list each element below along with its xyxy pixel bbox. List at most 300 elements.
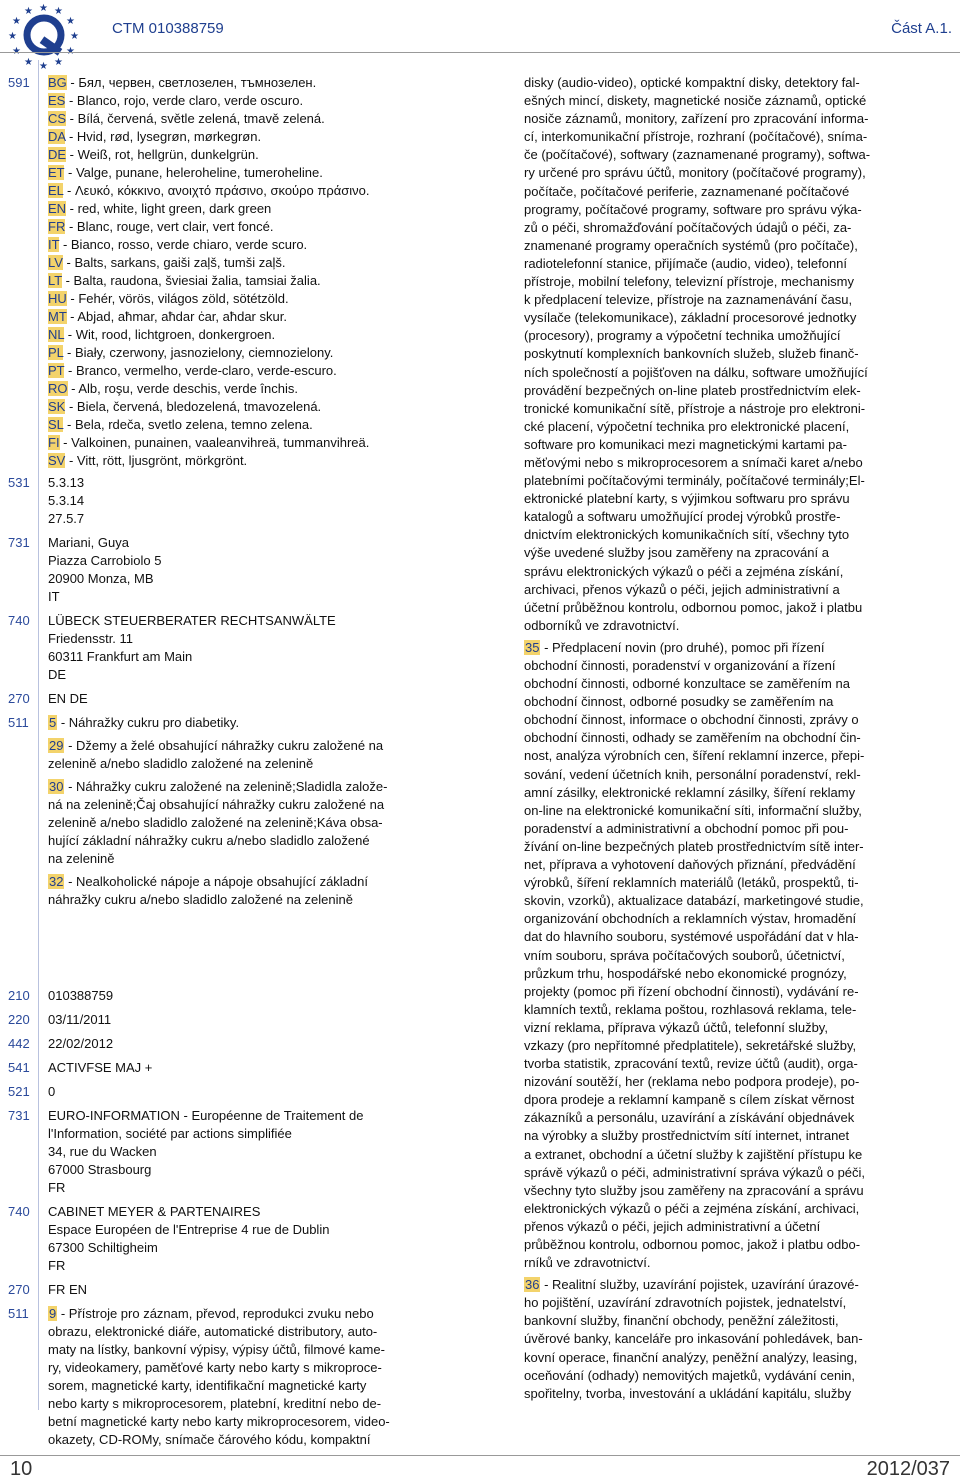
goods-text: ektronické platební karty, s výjimkou softwaru pro správu bbox=[524, 491, 850, 507]
color-entry bbox=[48, 128, 438, 146]
colors-list bbox=[48, 74, 438, 470]
color-description: - Balta, raudona, šviesiai žalia, tamsiai žalia. bbox=[61, 273, 321, 288]
goods-text: maty na lístky, bankovní výpisy, výpisy účtů, filmové kame- bbox=[48, 1342, 385, 1357]
goods-text: radiotelefonní stanice, přijímače (audio, video), telefonní bbox=[524, 255, 848, 271]
color-entry bbox=[48, 182, 438, 200]
goods-text: průběžnou kontrolu, odbornou pomoc, jakož i platbu odbo- bbox=[524, 1237, 861, 1252]
language-code: MT bbox=[48, 309, 67, 324]
goods-line bbox=[524, 1200, 908, 1218]
applicant-line: l'Information, société par actions simplifiée bbox=[48, 1126, 292, 1141]
field-220-date bbox=[0, 1011, 438, 1029]
field-541-mark bbox=[0, 1059, 438, 1077]
field-731-applicant-2 bbox=[0, 1107, 438, 1197]
goods-text: obchodní činnosti, poradenství v organizování a řízení bbox=[524, 658, 836, 673]
goods-line bbox=[48, 873, 438, 891]
goods-text: ná na zelenině;Čaj obsahující náhražky cukru založené na bbox=[48, 797, 385, 812]
svg-text:★: ★ bbox=[24, 6, 33, 17]
goods-text: oceňování (odhady) nemovitých majetků, vydávání cenin, bbox=[524, 1367, 855, 1383]
goods-text: zákazníků a personálu, uzavírání a získávání objednávek bbox=[524, 1110, 855, 1126]
color-description: - Bílá, červená, světle zelená, tmavě zelená. bbox=[66, 111, 325, 126]
svg-text:★: ★ bbox=[39, 61, 48, 70]
goods-line bbox=[524, 1349, 908, 1367]
goods-text: průzkum trhu, hospodářské nebo ekonomické prognózy, bbox=[524, 965, 847, 981]
field-code: 591 bbox=[8, 75, 30, 90]
applicant-line: 20900 Monza, MB bbox=[48, 571, 154, 586]
goods-line bbox=[524, 508, 908, 526]
goods-text: nebo karty s mikroprocesorem, platební, kreditní nebo de- bbox=[48, 1396, 382, 1411]
applicant-line: 67000 Strasbourg bbox=[48, 1162, 152, 1177]
color-description: - red, white, light green, dark green bbox=[66, 201, 272, 216]
color-description: - Biela, červená, bledozelená, tmavozelená. bbox=[65, 399, 322, 414]
left-column bbox=[0, 74, 438, 1449]
goods-text: obchodní činnost, odborné posudky se zaměřením na bbox=[524, 694, 834, 710]
goods-line bbox=[48, 1395, 438, 1413]
field-code: 442 bbox=[8, 1036, 30, 1051]
language-code: FI bbox=[48, 435, 60, 450]
goods-line bbox=[524, 1276, 908, 1294]
goods-line bbox=[524, 1236, 908, 1254]
color-entry bbox=[48, 254, 438, 272]
language-code: LT bbox=[48, 273, 62, 288]
goods-line bbox=[524, 1127, 908, 1145]
goods-text: spořitelny, tvorba, investování a ukládání kapitálu, služby bbox=[524, 1385, 852, 1401]
color-entry bbox=[48, 146, 438, 164]
representative-line: Friedensstr. 11 bbox=[48, 631, 134, 646]
color-description: - Bela, rdeča, svetlo zelena, temno zelena. bbox=[63, 417, 313, 432]
goods-line bbox=[524, 802, 908, 820]
goods-line bbox=[524, 874, 908, 892]
color-description: - Weiß, rot, hellgrün, dunkelgrün. bbox=[66, 147, 259, 162]
goods-line bbox=[524, 983, 908, 1001]
representative-line: 60311 Frankfurt am Main bbox=[48, 649, 193, 664]
color-entry bbox=[48, 344, 438, 362]
language-code: LV bbox=[48, 255, 63, 270]
color-entry bbox=[48, 92, 438, 110]
goods-line bbox=[524, 526, 908, 544]
applicant-line: Mariani, Guya bbox=[48, 535, 129, 550]
goods-text: počítače, počítačové periferie, zaznamenané počítačové bbox=[524, 183, 850, 199]
svg-text:★: ★ bbox=[12, 16, 21, 27]
field-442-date bbox=[0, 1035, 438, 1053]
goods-line bbox=[524, 910, 908, 928]
language-code: RO bbox=[48, 381, 68, 396]
class-number: 29 bbox=[49, 738, 64, 753]
language-code: DA bbox=[48, 129, 66, 144]
field-code: 731 bbox=[8, 535, 30, 550]
goods-line bbox=[48, 778, 438, 796]
goods-text: - Předplacení novin (pro druhé), pomoc při řízení bbox=[540, 639, 825, 655]
field-code: 541 bbox=[8, 1060, 30, 1075]
mark-text: ACTIVFSE MAJ + bbox=[48, 1060, 153, 1075]
class-number: 5 bbox=[49, 715, 57, 730]
goods-line bbox=[524, 581, 908, 599]
language-code: HU bbox=[48, 291, 67, 306]
goods-line bbox=[524, 110, 908, 128]
goods-line bbox=[524, 657, 908, 675]
color-entry bbox=[48, 380, 438, 398]
goods-text: zelenině a/nebo sladidlo založené na zelenině bbox=[48, 756, 314, 771]
goods-text: platebními počítačovými terminály, počítačové terminály;El- bbox=[524, 473, 865, 489]
field-521-distinctiveness bbox=[0, 1083, 438, 1101]
page-number: 10 bbox=[10, 1458, 33, 1480]
goods-line bbox=[48, 755, 438, 773]
goods-line bbox=[524, 1146, 908, 1164]
goods-text: - Náhražky cukru založené na zelenině;Sladidla založe- bbox=[64, 779, 388, 794]
goods-line bbox=[48, 1341, 438, 1359]
color-entry bbox=[48, 236, 438, 254]
language-code: FR bbox=[48, 219, 66, 234]
goods-line bbox=[524, 1019, 908, 1037]
goods-line bbox=[524, 1037, 908, 1055]
goods-text: úvěrové banky, kanceláře pro inkasování pohledávek, ban- bbox=[524, 1331, 863, 1347]
color-description: - Valge, punane, heleroheline, tumeroheline. bbox=[64, 165, 323, 180]
goods-line bbox=[524, 1091, 908, 1109]
goods-line bbox=[524, 838, 908, 856]
goods-line bbox=[48, 737, 438, 755]
goods-text: amní zásilky, elektronické reklamní zásilky, šíření reklamy bbox=[524, 784, 856, 800]
class-number: 36 bbox=[525, 1277, 540, 1293]
color-description: - Бял, червен, светлозелен, тъмнозелен. bbox=[66, 75, 317, 90]
publication-date: 22/02/2012 bbox=[48, 1036, 114, 1051]
goods-text: výrobků, šíření reklamních materiálů (letáků, prospektů, ti- bbox=[524, 875, 859, 891]
color-entry bbox=[48, 218, 438, 236]
color-entry bbox=[48, 110, 438, 128]
color-description: - Abjad, aħmar, aħdar ċar, aħdar skur. bbox=[66, 309, 287, 324]
goods-line bbox=[524, 418, 908, 436]
goods-line bbox=[524, 237, 908, 255]
right-column bbox=[524, 74, 908, 1407]
field-code: 740 bbox=[8, 1204, 30, 1219]
class-35-text bbox=[524, 639, 908, 1272]
goods-text: on-line na elektronické komunikační síti, informační služby, bbox=[524, 802, 862, 818]
goods-line bbox=[524, 128, 908, 146]
color-description: - Bianco, rosso, verde chiaro, verde scuro. bbox=[59, 237, 308, 252]
goods-text: dnictvím elektronických komunikačních sítí, všechny tyto bbox=[524, 527, 850, 543]
goods-text: software pro komunikaci mezi magnetickými kartami pa- bbox=[524, 436, 847, 452]
goods-line bbox=[524, 454, 908, 472]
field-code: 210 bbox=[8, 988, 30, 1003]
vienna-code: 5.3.14 bbox=[48, 493, 85, 508]
goods-line bbox=[524, 563, 908, 581]
goods-text: projekty (pomoc při řízení obchodní činnosti), vydávání re- bbox=[524, 983, 859, 999]
color-description: - Biały, czerwony, jasnozielony, ciemnozielony. bbox=[63, 345, 334, 360]
color-description: - Fehér, vörös, világos zöld, sötétzöld. bbox=[66, 291, 289, 306]
goods-line bbox=[524, 675, 908, 693]
filing-date: 03/11/2011 bbox=[48, 1012, 112, 1027]
language-code: EN bbox=[48, 201, 67, 216]
goods-text: výše uvedené služby jsou zaměřeny na zpracování a bbox=[524, 545, 829, 561]
goods-text: rníků ve zdravotnictví. bbox=[524, 1255, 651, 1271]
goods-text: na výrobky a služby prostřednictvím sítí internet, intranet bbox=[524, 1128, 850, 1144]
goods-text: měťovými nebo s mikroprocesorem a snímači karet a/nebo bbox=[524, 454, 863, 470]
goods-line bbox=[524, 639, 908, 657]
color-description: - Valkoinen, punainen, vaaleanvihreä, tummanvihreä. bbox=[59, 435, 370, 450]
class-9-text bbox=[48, 1305, 438, 1449]
goods-line bbox=[524, 766, 908, 784]
svg-text:★: ★ bbox=[70, 31, 79, 42]
goods-text: če (počítačové), softwary (zaznamenané programy), softwa- bbox=[524, 147, 871, 163]
field-511-goods bbox=[0, 714, 438, 914]
goods-text: programy, počítačové programy, software pro správu výka- bbox=[524, 201, 862, 217]
goods-line bbox=[524, 1109, 908, 1127]
goods-line bbox=[48, 1323, 438, 1341]
goods-line bbox=[524, 1294, 908, 1312]
representative-line: LÜBECK STEUERBERATER RECHTSANWÄLTE bbox=[48, 613, 336, 628]
goods-text: ry, videokamery, paměťové karty nebo karty s mikroproce- bbox=[48, 1360, 382, 1375]
goods-line bbox=[524, 965, 908, 983]
color-description: - Wit, rood, lichtgroen, donkergroen. bbox=[64, 327, 276, 342]
field-740-representative-2 bbox=[0, 1203, 438, 1275]
section-part: Část A.1. bbox=[891, 20, 952, 37]
goods-text: vzkazy (pro nepřítomné předplatitele), sekretářské služby, bbox=[524, 1037, 857, 1053]
language-code: BG bbox=[48, 75, 67, 90]
goods-text: poradenství a administrativní a obchodní pomoc při pou- bbox=[524, 820, 849, 836]
field-code: 220 bbox=[8, 1012, 30, 1027]
language-code: PT bbox=[48, 363, 65, 378]
goods-line bbox=[524, 1218, 908, 1236]
goods-line bbox=[524, 490, 908, 508]
goods-text: odborníků ve zdravotnictví. bbox=[524, 617, 680, 633]
goods-text: elektronických výkazů o péči a zejména získání, archivaci, bbox=[524, 1200, 860, 1216]
goods-text: - Džemy a želé obsahující náhražky cukru založené na bbox=[64, 738, 384, 753]
goods-line bbox=[524, 1254, 908, 1272]
goods-text: provádění bezpečných on-line plateb prostřednictvím elek- bbox=[524, 382, 861, 398]
applicant-line: Piazza Carrobiolo 5 bbox=[48, 553, 162, 568]
goods-list bbox=[48, 714, 438, 914]
color-entry bbox=[48, 452, 438, 470]
class-36-text bbox=[524, 1276, 908, 1403]
goods-class-entry bbox=[48, 778, 438, 868]
language-code: DE bbox=[48, 147, 67, 162]
goods-text: náhražky cukru a/nebo sladidlo založené na zelenině bbox=[48, 892, 353, 907]
language-code: ES bbox=[48, 93, 66, 108]
representative-line: CABINET MEYER & PARTENAIRES bbox=[48, 1204, 261, 1219]
goods-text: betní magnetické karty nebo karty mikroprocesorem, video- bbox=[48, 1414, 390, 1429]
goods-text: ry určené pro správu účtů, monitory (počítačové programy), bbox=[524, 165, 866, 181]
field-code: 740 bbox=[8, 613, 30, 628]
goods-line bbox=[524, 1312, 908, 1330]
goods-line bbox=[524, 711, 908, 729]
goods-text: cí, interkomunikační přístroje, rozhraní (počítačové), sníma- bbox=[524, 129, 868, 145]
class-number: 30 bbox=[49, 779, 64, 794]
goods-text: disky (audio-video), optické kompaktní disky, detektory fal- bbox=[524, 75, 860, 90]
goods-line bbox=[524, 747, 908, 765]
goods-text: sování, vedení účetních knih, personální poradenství, rekl- bbox=[524, 766, 861, 782]
class-number: 32 bbox=[49, 874, 64, 889]
ohim-logo bbox=[6, 2, 82, 70]
languages: FR EN bbox=[48, 1282, 87, 1297]
document-reference: CTM 010388759 bbox=[112, 20, 224, 37]
svg-text:★: ★ bbox=[24, 57, 33, 68]
goods-text: poskytnutí komplexních bankovních služeb, služeb finanč- bbox=[524, 346, 859, 362]
goods-line bbox=[524, 856, 908, 874]
language-code: SK bbox=[48, 399, 66, 414]
goods-text: na zelenině bbox=[48, 851, 115, 866]
goods-line bbox=[524, 74, 908, 92]
goods-line bbox=[48, 891, 438, 909]
goods-text: správě výkazů o péči, administrativní správa výkazů o péči, bbox=[524, 1164, 866, 1180]
application-number: 010388759 bbox=[48, 988, 114, 1003]
color-description: - Vitt, rött, ljusgrönt, mörkgrönt. bbox=[65, 453, 248, 468]
goods-text: sorem, magnetické karty, identifikační magnetické karty bbox=[48, 1378, 367, 1393]
goods-line bbox=[524, 928, 908, 946]
goods-line bbox=[524, 1001, 908, 1019]
goods-text: nizování soutěží, her (reklama nebo podpora prodeje), po- bbox=[524, 1074, 860, 1090]
goods-line bbox=[524, 146, 908, 164]
field-740-representative bbox=[0, 612, 438, 684]
goods-text: - Realitní služby, uzavírání pojistek, uzavírání úrazové- bbox=[540, 1277, 859, 1293]
goods-line bbox=[48, 1431, 438, 1449]
color-description: - Λευκό, κόκκινο, ανοιχτό πράσινο, σκούρο πράσινο. bbox=[63, 183, 370, 198]
color-entry bbox=[48, 290, 438, 308]
color-entry bbox=[48, 398, 438, 416]
goods-line bbox=[524, 1367, 908, 1385]
goods-line bbox=[48, 814, 438, 832]
goods-class-entry bbox=[48, 714, 438, 732]
goods-line bbox=[524, 291, 908, 309]
goods-line bbox=[524, 382, 908, 400]
color-entry bbox=[48, 416, 438, 434]
goods-text: přístroje, mobilní telefony, televizní přístroje, mechanismy bbox=[524, 274, 854, 290]
field-code: 731 bbox=[8, 1108, 30, 1123]
color-description: - Alb, roşu, verde deschis, verde închis. bbox=[67, 381, 298, 396]
goods-text: - Náhražky cukru pro diabetiky. bbox=[57, 715, 240, 730]
class-number: 9 bbox=[49, 1306, 57, 1321]
svg-text:★: ★ bbox=[54, 6, 63, 17]
color-entry bbox=[48, 308, 438, 326]
goods-text: nost, analýza výrobních cen, šíření reklamní inzerce, přepi- bbox=[524, 748, 865, 764]
goods-text: tronické komunikační sítě, přístroje a nástroje pro elektroni- bbox=[524, 400, 866, 416]
goods-line bbox=[524, 472, 908, 490]
field-code: 531 bbox=[8, 475, 30, 490]
class-9-continued bbox=[524, 74, 908, 635]
field-code: 521 bbox=[8, 1084, 30, 1099]
vienna-code: 27.5.7 bbox=[48, 511, 85, 526]
goods-line bbox=[524, 164, 908, 182]
svg-text:★: ★ bbox=[54, 57, 63, 68]
color-entry bbox=[48, 200, 438, 218]
goods-line bbox=[524, 1385, 908, 1403]
applicant-line: IT bbox=[48, 589, 60, 604]
goods-text: a extranet, obchodní a účetní služby k zajištění přístupu ke bbox=[524, 1146, 863, 1162]
goods-line bbox=[48, 796, 438, 814]
language-code: PL bbox=[48, 345, 64, 360]
goods-class-entry bbox=[48, 737, 438, 773]
goods-line bbox=[524, 92, 908, 110]
applicant-line: EURO-INFORMATION - Européenne de Traitement de bbox=[48, 1108, 364, 1123]
language-code: EL bbox=[48, 183, 64, 198]
color-entry bbox=[48, 434, 438, 452]
applicant-line: 34, rue du Wacken bbox=[48, 1144, 157, 1159]
goods-line bbox=[524, 729, 908, 747]
goods-line bbox=[524, 327, 908, 345]
goods-line bbox=[524, 693, 908, 711]
color-entry bbox=[48, 272, 438, 290]
goods-line bbox=[524, 255, 908, 273]
goods-line bbox=[524, 201, 908, 219]
goods-text: k předplacení televize, přístroje na zaznamenávání času, bbox=[524, 292, 853, 308]
goods-line bbox=[48, 850, 438, 868]
goods-text: obchodní činnosti, odhady se zaměřením na obchodní čin- bbox=[524, 730, 861, 746]
goods-text: ešných mincí, diskety, magnetické nosiče záznamů, optické bbox=[524, 93, 867, 109]
goods-text: žívání on-line bezpečných plateb prostřednictvím sítě inter- bbox=[524, 838, 864, 854]
goods-line bbox=[524, 544, 908, 562]
goods-line bbox=[524, 400, 908, 418]
goods-text: - Přístroje pro záznam, převod, reprodukci zvuku nebo bbox=[57, 1306, 374, 1321]
goods-text: organizování obchodních a reklamních výstav, hromadění bbox=[524, 911, 857, 927]
field-code: 270 bbox=[8, 1282, 30, 1297]
applicant-line: FR bbox=[48, 1180, 66, 1195]
goods-text: ních společností a pojišťoven na dálku, software umožňující bbox=[524, 364, 868, 380]
goods-text: přenos výkazů o péči, jejich administrativní a účetní bbox=[524, 1218, 821, 1234]
language-code: NL bbox=[48, 327, 65, 342]
goods-line bbox=[524, 345, 908, 363]
goods-text: cké placení, výpočetní technika pro elektronické placení, bbox=[524, 418, 850, 434]
goods-line bbox=[524, 947, 908, 965]
goods-text: okazety, CD-ROMy, snímače čárového kódu, kompaktní bbox=[48, 1432, 371, 1447]
representative-line: FR bbox=[48, 1258, 66, 1273]
goods-text: nosiče záznamů, monitory, zařízení pro zpracování informa- bbox=[524, 111, 869, 127]
goods-line bbox=[524, 1182, 908, 1200]
goods-text: obchodní činnosti, odborné konzultace se zaměřením na bbox=[524, 676, 850, 692]
field-731-applicant bbox=[0, 534, 438, 606]
goods-line bbox=[524, 364, 908, 382]
goods-text: zů o péči, shromažďování počítačových údajů o péči, za- bbox=[524, 219, 852, 235]
goods-text: net, příprava a vyhotovení daňových přiznání, předvádění bbox=[524, 857, 856, 873]
language-code: ET bbox=[48, 165, 65, 180]
goods-text: tvorba statistik, zpracování textů, revize účtů (audit), orga- bbox=[524, 1056, 858, 1072]
language-code: CS bbox=[48, 111, 67, 126]
goods-text: skovin, vzorků), aktualizace databází, marketingové studie, bbox=[524, 893, 864, 909]
goods-line bbox=[524, 309, 908, 327]
language-code: SV bbox=[48, 453, 66, 468]
goods-text: kovní operace, finanční analýzy, peněžní analýzy, leasing, bbox=[524, 1349, 858, 1365]
goods-line bbox=[524, 1330, 908, 1348]
field-270-languages-2 bbox=[0, 1281, 438, 1299]
goods-line bbox=[524, 599, 908, 617]
languages: EN DE bbox=[48, 691, 88, 706]
color-entry bbox=[48, 362, 438, 380]
goods-text: katalogů a softwaru umožňující prodej výrobků prostře- bbox=[524, 509, 841, 525]
svg-text:★: ★ bbox=[39, 3, 48, 14]
field-531-vienna bbox=[0, 474, 438, 528]
goods-text: - Nealkoholické nápoje a nápoje obsahující základní bbox=[64, 874, 369, 889]
goods-line bbox=[524, 820, 908, 838]
goods-text: (procesory), programy a výpočetní technika umožňující bbox=[524, 328, 841, 344]
goods-text: vizní reklama, příprava výkazů účtů, telefonní služby, bbox=[524, 1019, 828, 1035]
color-entry bbox=[48, 326, 438, 344]
header-divider bbox=[0, 52, 960, 53]
color-description: - Balts, sarkans, gaiši zaļš, tumši zaļš. bbox=[62, 255, 286, 270]
goods-line bbox=[524, 1164, 908, 1182]
color-description: - Branco, vermelho, verde-claro, verde-escuro. bbox=[64, 363, 337, 378]
goods-text: znamenané programy operačních systémů (pro počítače), bbox=[524, 237, 858, 253]
goods-line bbox=[524, 1073, 908, 1091]
goods-text: dat do hlavního souboru, systémové uspořádání dat v hla- bbox=[524, 929, 859, 945]
representative-line: 67300 Schiltigheim bbox=[48, 1240, 158, 1255]
distinctiveness-value: 0 bbox=[48, 1084, 56, 1099]
goods-text: vysílače (telekomunikace), základní procesorové jednotky bbox=[524, 310, 857, 326]
svg-text:★: ★ bbox=[66, 16, 75, 27]
goods-text: archivaci, přenos výkazů o péči, jejich administrativní a bbox=[524, 581, 840, 597]
field-code: 511 bbox=[8, 715, 29, 730]
goods-text: ho pojištění, uzavírání zdravotních pojistek, jednatelství, bbox=[524, 1295, 847, 1311]
goods-text: bankovní služby, finanční obchody, peněžní záležitosti, bbox=[524, 1313, 839, 1329]
field-code: 511 bbox=[8, 1306, 29, 1321]
goods-text: dpora prodeje a reklamní kampaně s cílem získat věrnost bbox=[524, 1092, 855, 1108]
goods-text: vním souboru, správa počítačových souborů, účetnictví, bbox=[524, 947, 845, 963]
language-code: IT bbox=[48, 237, 60, 252]
